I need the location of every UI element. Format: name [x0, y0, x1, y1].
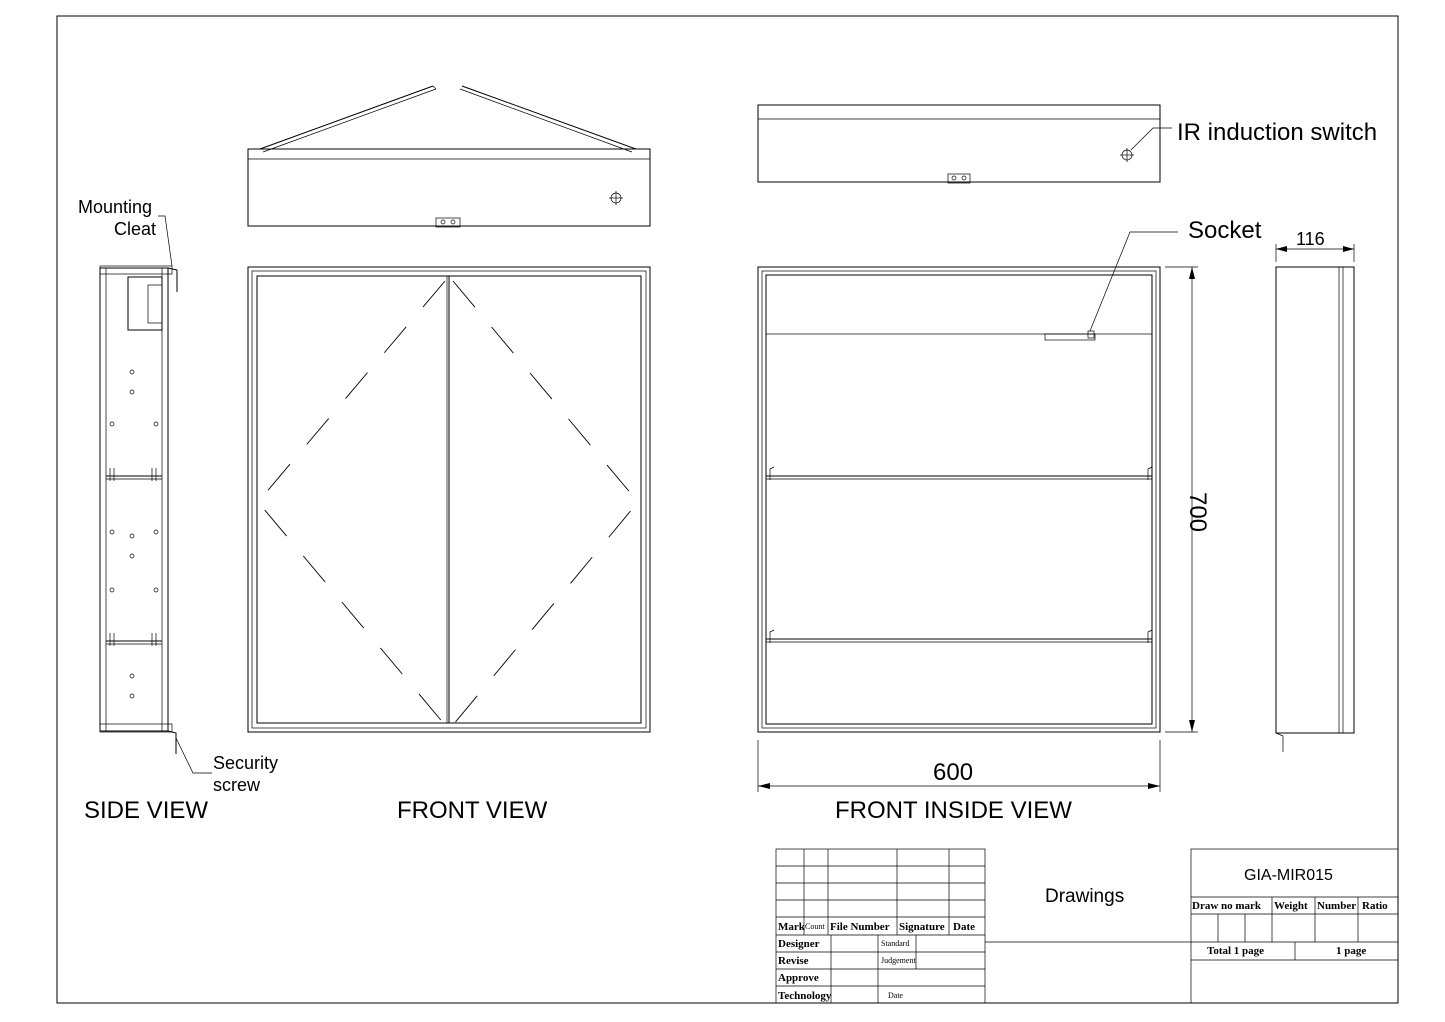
- front-view-title: FRONT VIEW: [397, 797, 548, 824]
- tb-date: Date: [953, 921, 975, 933]
- front-inside-view: [758, 232, 1178, 732]
- tb-date-small: Date: [888, 991, 904, 1000]
- front-top-view: [248, 86, 650, 227]
- height-dimension-label: 700: [1184, 491, 1211, 533]
- tb-technology: Technology: [778, 990, 832, 1002]
- socket-label: Socket: [1188, 217, 1262, 244]
- tb-count: Count: [805, 922, 825, 931]
- tb-total-pages: Total 1 page: [1207, 945, 1265, 957]
- ir-switch-label: IR induction switch: [1177, 119, 1378, 146]
- tb-title: Drawings: [1045, 886, 1125, 907]
- width-dimension-label: 600: [933, 759, 974, 786]
- security-screw-label-2: screw: [213, 775, 261, 795]
- tb-weight: Weight: [1274, 900, 1308, 912]
- depth-profile-view: [1276, 244, 1354, 752]
- tb-designer: Designer: [778, 938, 820, 950]
- side-view-title: SIDE VIEW: [84, 797, 209, 824]
- depth-dimension-label: 116: [1296, 229, 1325, 249]
- tb-draw-no-mark: Draw no mark: [1192, 900, 1262, 912]
- tb-standard: Standard: [881, 939, 910, 948]
- tb-number: Number: [1317, 900, 1357, 912]
- tb-judgement: Judgement: [881, 956, 916, 965]
- security-screw-label-1: Security: [213, 753, 279, 773]
- mounting-cleat-label-2: Cleat: [114, 219, 157, 239]
- side-view: [100, 216, 212, 773]
- front-view: [248, 267, 650, 732]
- mounting-cleat-label-1: Mounting: [78, 197, 153, 217]
- tb-mark: Mark: [778, 921, 805, 933]
- tb-ratio: Ratio: [1362, 900, 1388, 912]
- tb-signature: Signature: [899, 921, 945, 933]
- front-inside-top-view: [758, 105, 1172, 183]
- tb-current-page: 1 page: [1336, 945, 1367, 957]
- tb-approve: Approve: [778, 972, 819, 984]
- tb-drawing-no: GIA-MIR015: [1244, 867, 1333, 884]
- tb-revise: Revise: [778, 955, 809, 967]
- front-inside-view-title: FRONT INSIDE VIEW: [835, 797, 1072, 824]
- tb-file-number: File Number: [830, 921, 890, 933]
